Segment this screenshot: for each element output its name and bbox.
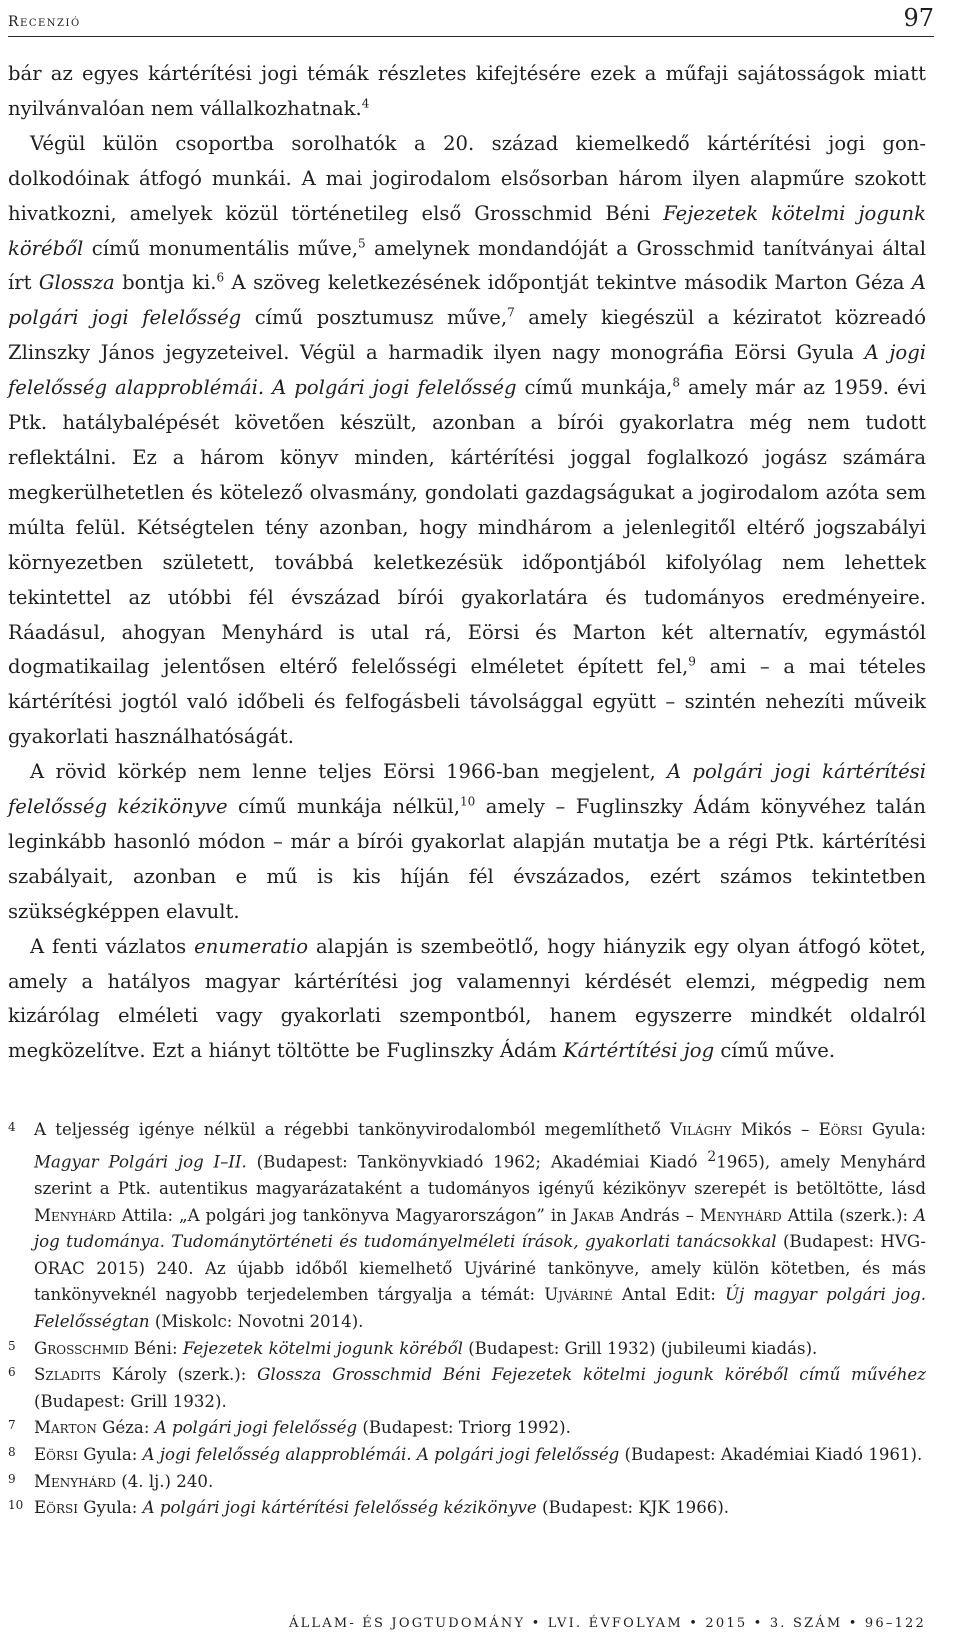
text-run: Mikós – [731,1120,819,1140]
footnote-number: 4 [8,1120,16,1135]
body-text [8,57,926,1069]
author-name: Eörsi [34,1444,78,1464]
footnote [8,1415,926,1442]
footnote-number: 6 [8,1365,16,1380]
footnote [8,1362,926,1415]
text-run: című munkája, [516,376,673,400]
footnote-ref: 2 [707,1148,717,1165]
text-run: című munkája nélkül, [227,795,461,819]
author-name: Szladits [34,1365,101,1385]
author-name: Eörsi [34,1498,78,1518]
text-run: A szöveg keletkezésének időpontját tekintve második Marton Géza [224,271,912,295]
text-run: Attila: „A polgári jog tankönyva Magyarországon” in [115,1205,573,1225]
text-run: Végül külön csoportba sorolhatók a 20. század kiemelkedő kártérítési jogi gondolkodóinak átfogó munkái. A mai jogirodalom elsősorban három ilyen alapműre szokott hivatkozni, amelyek közül történetileg első Grosschmid Béni [8,131,926,225]
text-run: Attila (szerk.): [781,1205,915,1225]
paragraph [8,755,926,930]
footnote [8,1495,926,1522]
author-name: Menyhárd [34,1471,116,1491]
text-run: (Budapest: Grill 1932). [34,1391,227,1411]
text-run: (Budapest: HVG-ORAC 2015) 240. Az újabb időből kiemelhető Ujváriné tankönyve, amely külön kötetben, és más tankönyveknél nagyobb terjedelemben tárgyalja a témát: [34,1232,926,1305]
author-name: Marton [34,1418,97,1438]
paragraph [8,930,926,1070]
text-run: amely már az 1959. évi Ptk. hatálybalépését követően készült, azonban a bírói gyakorlatra még nem tudott reflektálni. Ez a három könyv minden, kártérítési joggal foglalkozó jogász számára megkerülhetetlen és kötelező olvasmány, gondolati gazdagságukat a jogirodalom azóta sem múlta felül. Kétségtelen tény azonban, hogy mindhárom a jelenlegitől eltérő jogszabályi környezetben született, továbbá keletkezésük időpontjából kifolyólag nem lehettek tekintettel az utóbbi fél évszázad bírói gyakorlatára és tudományos eredményeire. Ráadásul, ahogyan Menyhárd is utal rá, Eörsi és Marton két alternatív, egymástól dogmatikailag jelentősen eltérő felelősségi elméletet épített fel, [8,376,926,679]
text-run: Károly (szerk.): [100,1365,258,1385]
text-run: A rövid körkép nem lenne teljes Eörsi 1966-ban megjelent, [30,760,667,784]
running-head: Recenzió [8,14,81,30]
footnote-ref: 5 [357,236,366,250]
italic-title: Fejezetek kötelmi jogunk köréből [182,1338,463,1358]
footnote-ref: 7 [507,305,515,320]
footnote-number: 9 [8,1471,16,1486]
text-run: A teljesség igénye nélkül a régebbi tankönyvirodalomból megemlíthető [34,1120,671,1140]
text-run: (Budapest: Grill 1932) (jubileumi kiadás). [462,1338,818,1358]
footnote-ref: 6 [216,270,225,285]
footnote [8,1442,926,1469]
italic-title: enumeratio [194,934,309,958]
author-name: Grosschmid [34,1338,129,1358]
footnotes [8,1117,926,1521]
italic-title: Glossza [38,271,115,295]
italic-title: A polgári jogi felelősség [154,1418,358,1438]
text-run: bár az egyes kártérítési jogi témák részletes kifejtésére ezek a műfaji sajátosságok miatt nyilvánvalóan nem vállalkozhatnak. [8,62,926,120]
italic-title: Glossza Grosschmid Béni Fejezetek kötelmi jogunk köréből című művéhez [257,1365,926,1385]
text-run: amely – Fuglinszky Ádám könyvéhez talán leginkább hasonló módon – már a bírói gyakorlat alapján mutatja be a régi Ptk. kártérítési szabályait, azonban e mű is kis híján fél évszázados, ezért számos tekintetben szükségképpen elavult. [8,795,926,923]
text-run: című posztumusz műve, [241,306,508,330]
italic-title: A jogi felelősség alapproblémái. A polgári jogi felelősség [142,1444,620,1464]
italic-title: A jog tudománya. Tudománytörténeti és tudományelméleti írások, gyakorlati tanácsokkal [34,1205,926,1252]
author-name: Ujváriné [544,1285,613,1305]
footnote-number: 10 [8,1498,24,1513]
italic-title: Kártértítési jog [563,1039,715,1063]
text-run: bontja ki. [114,271,217,295]
author-name: Menyhárd [699,1205,782,1225]
italic-title: Fejezetek kötelmi jogunk köréből [8,201,926,260]
text-run: amelynek mondandóját a Grosschmid tanítványai által írt [8,236,926,295]
text-run: című monumentális műve, [83,236,358,260]
italic-title: A polgári jogi kártérítési felelősség kézikönyve [8,760,926,819]
page-number: 97 [903,4,934,32]
text-run: Béni: [128,1338,183,1358]
text-run: alapján is szembeötlő, hogy hiányzik egy olyan átfogó kötet, amely a hatályos magyar kártérítési jog valamennyi kérdését elemzi, mégpedig nem kizárólag elméleti vagy gyakorlati szempontból, hanem egyszerre mindkét oldalról megközelítve. Ezt a hiányt töltötte be Fuglinszky Ádám [8,934,926,1063]
footnote [8,1117,926,1335]
text-run: (4. lj.) 240. [115,1471,214,1491]
footnote [8,1469,926,1496]
italic-title: Magyar Polgári jog I–II. [34,1152,247,1172]
footnote-number: 8 [8,1444,16,1459]
page-header [8,0,934,37]
text-run: amely kiegészül a kéziratot közreadó Zlinszky János jegyzeteivel. Végül a harmadik ilyen nagy monográfia Eörsi Gyula [8,306,926,365]
text-run: ami – a mai tételes kártérítési jogtól való időbeli és felfogásbeli távolsággal együtt – szintén nehezíti műveik gyakorlati használhatóságát. [8,655,926,749]
footnote-ref: 8 [672,375,681,390]
text-run: (Budapest: KJK 1966). [536,1498,730,1518]
footnote-number: 7 [8,1418,16,1433]
footnote-number: 5 [8,1338,16,1353]
text-run: Gyula: [862,1120,926,1140]
text-run: (Miskolc: Novotni 2014). [149,1311,364,1331]
author-name: Világhy [670,1120,732,1140]
text-run: Gyula: [77,1498,143,1518]
journal-footer: ÁLLAM- ÉS JOGTUDOMÁNY • LVI. ÉVFOLYAM • 2015 • 3. SZÁM • 96–122 [289,1616,926,1631]
text-run: Antal Edit: [612,1285,726,1305]
author-name: Eörsi [818,1120,863,1140]
text-run: András – [614,1205,700,1225]
text-run: (Budapest: Triorg 1992). [357,1418,571,1438]
text-run: (Budapest: Akadémiai Kiadó 1961). [619,1444,923,1464]
italic-title: A polgári jogi felelősség [8,271,926,330]
text-run: A fenti vázlatos [30,934,195,958]
text-run: című műve. [714,1039,836,1063]
italic-title: Új magyar polgári jog. Felelősségtan [34,1285,926,1331]
author-name: Menyhárd [34,1205,116,1225]
author-name: Jakab [572,1205,615,1225]
text-run: Géza: [96,1418,155,1438]
text-run: Gyula: [77,1444,143,1464]
text-run: (Budapest: Tankönyvkiadó 1962; Akadémiai Kiadó [246,1152,708,1172]
text-run: 1965), amely Menyhárd szerint a Ptk. autentikus magyarázataként a tudományos igényű kézikönyv szerepét is betöltötte, lásd [34,1152,927,1198]
paragraph [8,57,926,127]
italic-title: A jogi felelősség alapproblémái. A polgári jogi felelősség [8,341,927,400]
paragraph [8,127,926,755]
italic-title: A polgári jogi kártérítési felelősség kézikönyve [142,1498,537,1518]
footnote-ref: 9 [688,654,696,669]
footnote-ref: 10 [460,794,476,809]
footnote-ref: 4 [361,96,370,111]
footnote [8,1336,926,1363]
